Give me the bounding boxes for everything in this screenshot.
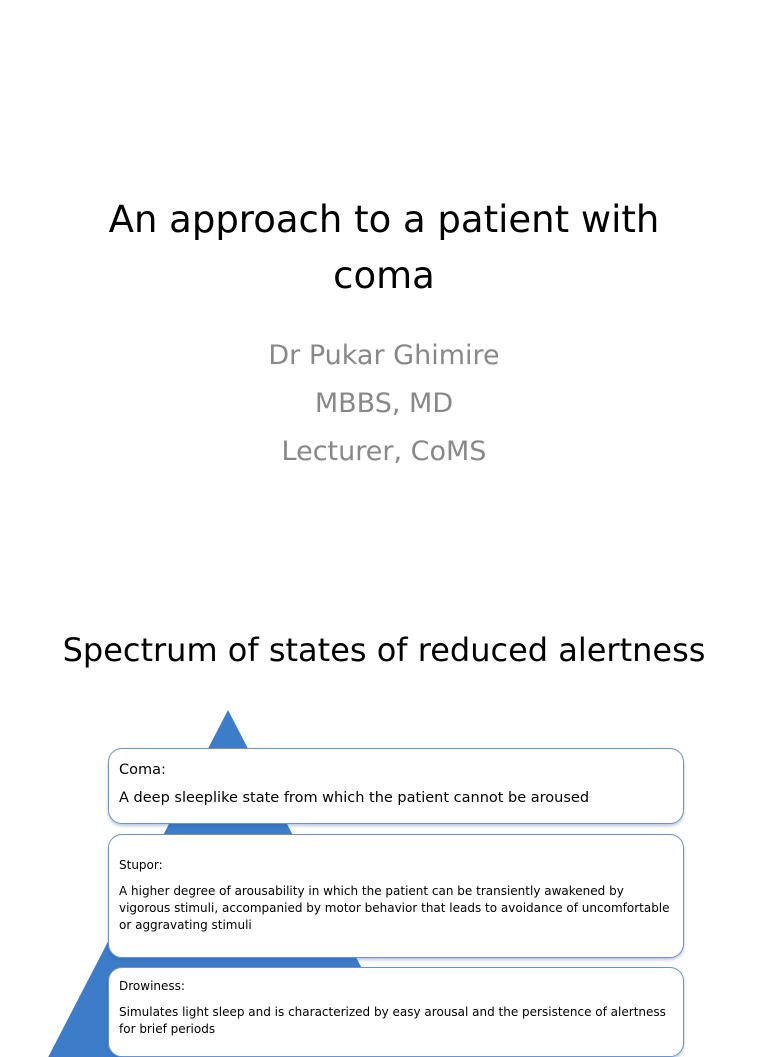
coma-definition: A deep sleeplike state from which the patient cannot be aroused: [119, 790, 590, 806]
title-line-1: An approach to a patient with: [108, 198, 660, 241]
presenter-info: [40, 332, 728, 476]
slide-title: Spectrum of states of reduced alertness: [62, 631, 706, 669]
drowsiness-label: Drowiness:: [119, 979, 185, 993]
presenter-degrees: MBBS, MD: [314, 388, 454, 419]
drowsiness-box: [108, 967, 684, 1057]
presenter-position: Lecturer, CoMS: [281, 436, 487, 467]
stupor-box: [108, 834, 684, 958]
presenter-name: Dr Pukar Ghimire: [268, 340, 500, 371]
coma-box: [108, 748, 684, 824]
stupor-label: Stupor:: [119, 858, 163, 872]
stupor-definition: A higher degree of arousability in which the patient can be transiently awakened by vigorous stimuli, accompanied by motor behavior that leads to avoidance of uncomfortable or aggravating stimuli: [119, 884, 670, 932]
presentation-title: [40, 192, 728, 304]
coma-label: Coma:: [119, 762, 166, 778]
drowsiness-definition: Simulates light sleep and is characterized by easy arousal and the persistence of alertness for brief periods: [119, 1005, 666, 1036]
title-line-2: coma: [333, 254, 435, 297]
spectrum-slide: [0, 576, 768, 1036]
